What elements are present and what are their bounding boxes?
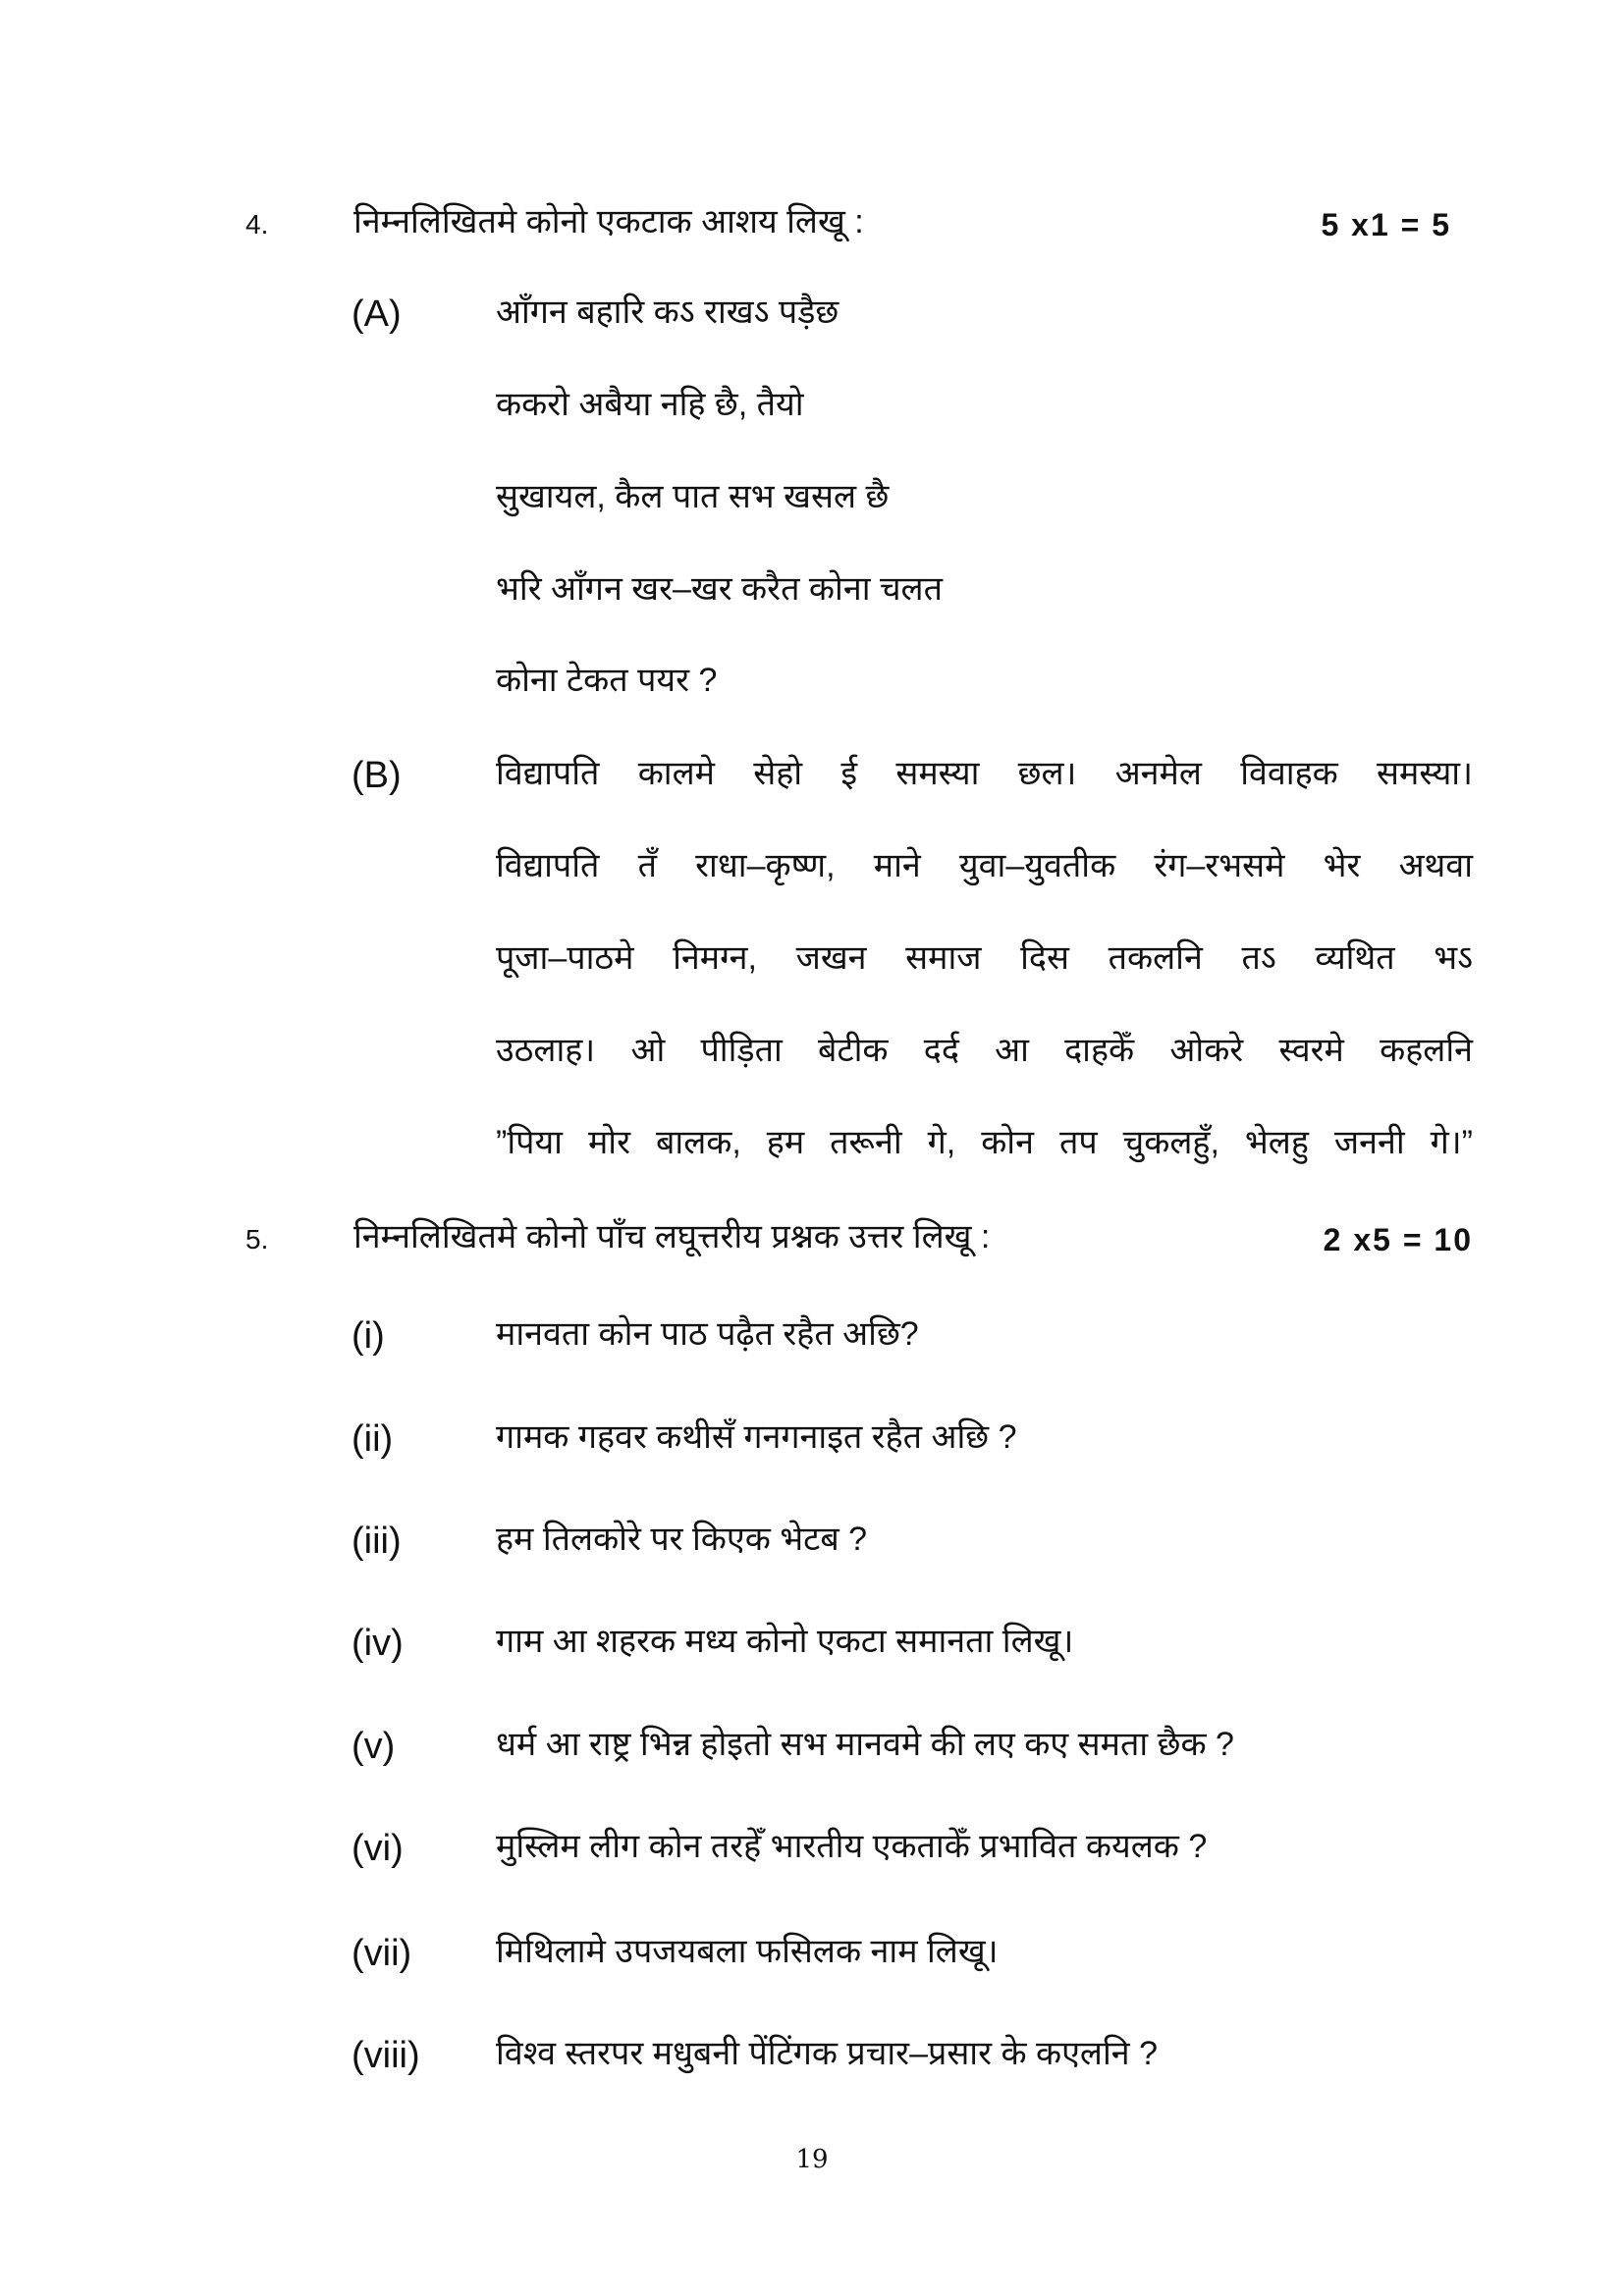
item-label: (iv) bbox=[352, 1623, 404, 1664]
poem-line: आँगन बहारि कऽ राखऽ पड़ैछ bbox=[496, 294, 839, 331]
part-label: (A) bbox=[352, 294, 402, 335]
poem-line: कोना टेकत पयर ? bbox=[496, 662, 718, 699]
poem-line: ककरो अबैया नहि छै, तैयो bbox=[496, 386, 804, 423]
page-number: 19 bbox=[795, 2145, 829, 2174]
question-marks: 5 x1 = 5 bbox=[1321, 207, 1451, 242]
prose-line: ”पिया मोर बालक, हम तरूनी गे, कोन तप चुकलहुँ, भेलहु जननी गे।” bbox=[496, 1124, 1473, 1161]
item-label: (iii) bbox=[352, 1521, 402, 1562]
question-number: 4. bbox=[245, 209, 269, 240]
item-label: (v) bbox=[352, 1726, 396, 1767]
item-text: हम तिलकोरे पर किएक भेटब ? bbox=[496, 1521, 868, 1558]
question-number: 5. bbox=[245, 1224, 269, 1255]
item-label: (ii) bbox=[352, 1418, 394, 1460]
prose-line: विद्यापति कालमे सेहो ई समस्या छल। अनमेल विवाहक समस्या। bbox=[496, 755, 1473, 792]
item-text: धर्म आ राष्ट्र भिन्न होइतो सभ मानवमे की लए कए समता छैक ? bbox=[496, 1726, 1234, 1763]
item-label: (i) bbox=[352, 1315, 385, 1357]
question-prompt: निम्नलिखितमे कोनो एकटाक आशय लिखू : bbox=[353, 203, 864, 240]
prose-line: विद्यापति तँ राधा–कृष्ण, माने युवा–युवतीक रंग–रभसमे भेर अथवा bbox=[496, 847, 1473, 884]
question-marks: 2 x5 = 10 bbox=[1323, 1222, 1473, 1257]
prose-line: पूजा–पाठमे निमग्न, जखन समाज दिस तकलनि तऽ व्यथित भऽ bbox=[496, 939, 1473, 977]
item-text: मानवता कोन पाठ पढ़ैत रहैत अछि? bbox=[496, 1315, 919, 1353]
item-label: (vi) bbox=[352, 1828, 404, 1869]
item-text: गामक गहवर कथीसँ गनगनाइत रहैत अछि ? bbox=[496, 1418, 1017, 1456]
item-text: मुस्लिम लीग कोन तरहेँ भारतीय एकताकेँ प्रभावित कयलक ? bbox=[496, 1828, 1208, 1865]
item-text: विश्व स्तरपर मधुबनी पेंटिंगक प्रचार–प्रसार के कएलनि ? bbox=[496, 2035, 1159, 2072]
poem-line: भरि आँगन खर–खर करैत कोना चलत bbox=[496, 570, 943, 608]
item-text: मिथिलामे उपजयबला फसिलक नाम लिखू। bbox=[496, 1933, 999, 1970]
part-label: (B) bbox=[352, 755, 402, 796]
prose-line: उठलाह। ओ पीड़िता बेटीक दर्द आ दाहकेँ ओकरे स्वरमे कहलनि bbox=[496, 1032, 1473, 1069]
item-label: (viii) bbox=[352, 2035, 420, 2076]
item-label: (vii) bbox=[352, 1933, 412, 1974]
item-text: गाम आ शहरक मध्य कोनो एकटा समानता लिखू। bbox=[496, 1623, 1074, 1660]
poem-line: सुखायल, कैल पात सभ खसल छै bbox=[496, 478, 890, 515]
question-prompt: निम्नलिखितमे कोनो पाँच लघूत्तरीय प्रश्नक उत्तर लिखू : bbox=[353, 1218, 991, 1255]
